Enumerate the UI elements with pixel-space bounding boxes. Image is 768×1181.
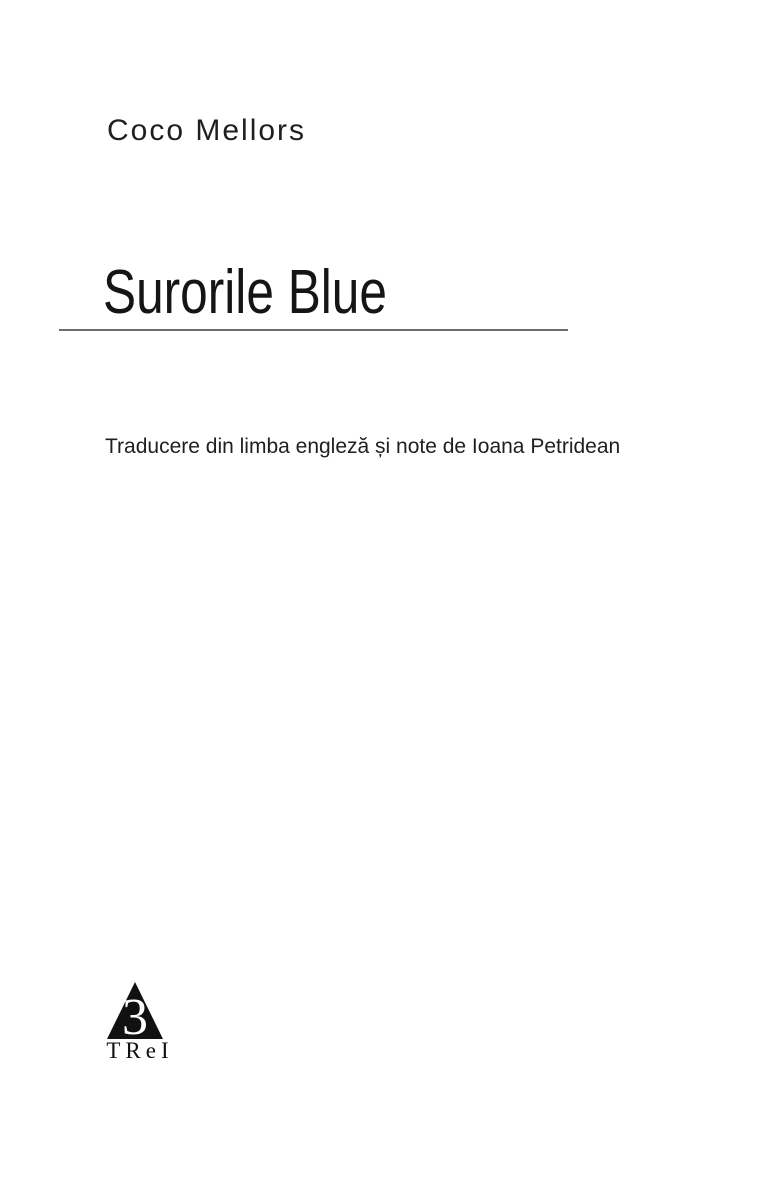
- translation-credit: Traducere din limba engleză și note de Ioana Petridean: [105, 435, 621, 458]
- book-title: Surorile Blue: [103, 258, 387, 327]
- publisher-name: TReI: [106, 1038, 174, 1063]
- title-underline: [59, 329, 568, 331]
- publisher-logo-number: 3: [122, 989, 148, 1046]
- author-name: Coco Mellors: [107, 114, 307, 147]
